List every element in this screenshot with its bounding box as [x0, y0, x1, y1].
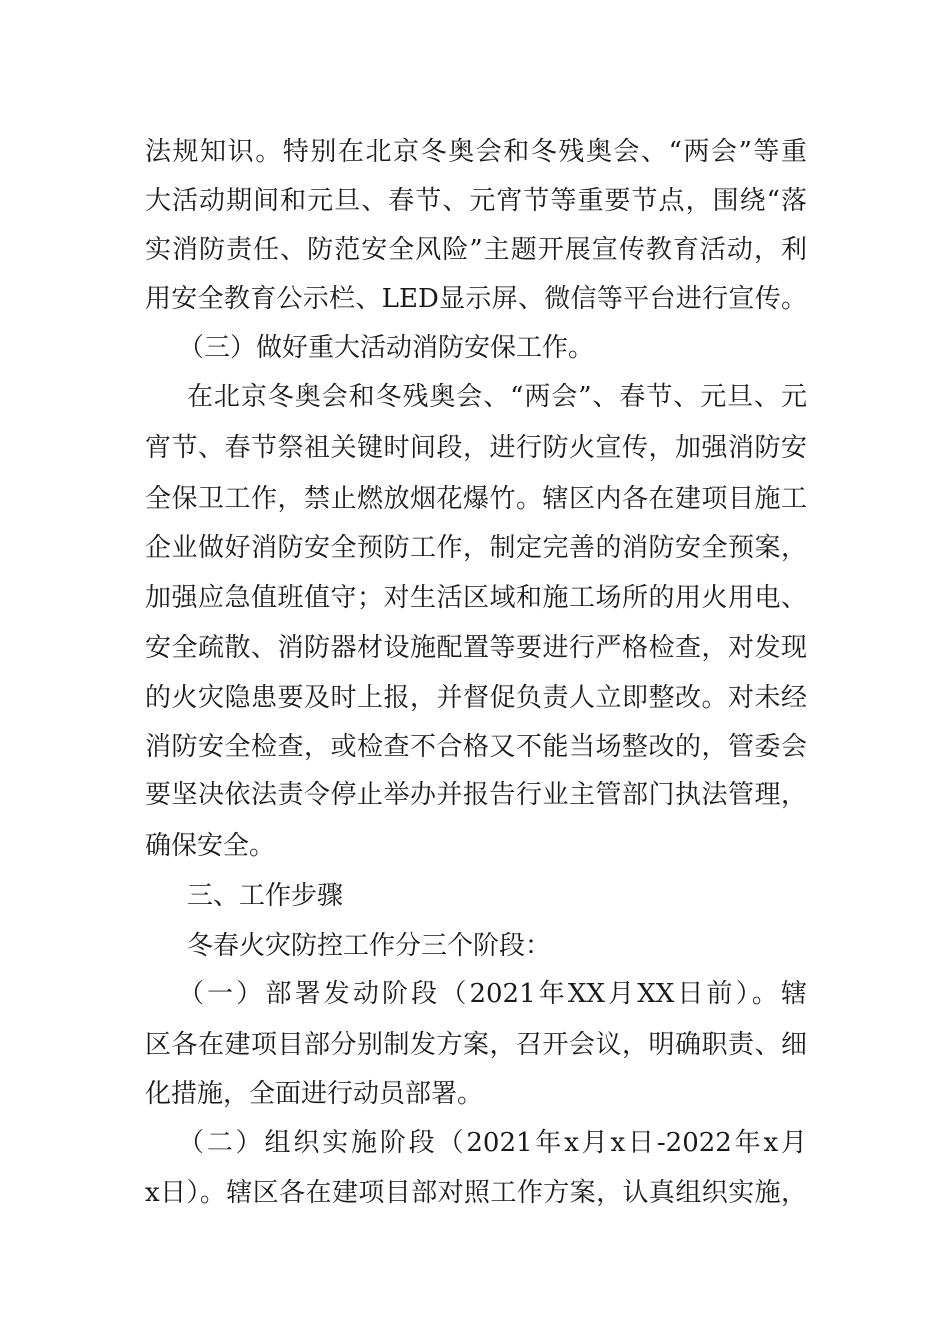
- paragraph-line: 在北京冬奥会和冬残奥会、“两会”、春节、元旦、元: [187, 382, 807, 412]
- paragraph-line: （一）部署发动阶段（2021年XX月XX日前）。辖: [178, 979, 807, 1009]
- paragraph-line: 消防安全检查，或检查不合格又不能当场整改的，管委会: [145, 732, 807, 762]
- paragraph-line: 的火灾隐患要及时上报，并督促负责人立即整改。对未经: [145, 683, 807, 713]
- paragraph-line: 全保卫工作，禁止燃放烟花爆竹。辖区内各在建项目施工: [145, 484, 807, 514]
- paragraph-line: 企业做好消防安全预防工作，制定完善的消防安全预案，: [145, 533, 807, 563]
- paragraph-line: 宵节、春节祭祖关键时间段，进行防火宣传，加强消防安: [145, 433, 807, 463]
- paragraph-line: 要坚决依法责令停止举办并报告行业主管部门执法管理，: [145, 780, 807, 810]
- paragraph-line: 法规知识。特别在北京冬奥会和冬残奥会、“两会”等重: [145, 137, 807, 167]
- paragraph-line: 确保安全。: [145, 831, 276, 861]
- paragraph-line: 实消防责任、防范安全风险”主题开展宣传教育活动，利: [145, 235, 807, 265]
- paragraph-line: 用安全教育公示栏、LED显示屏、微信等平台进行宣传。: [145, 284, 807, 314]
- paragraph-line: 安全疏散、消防器材设施配置等要进行严格检查，对发现: [145, 633, 807, 663]
- paragraph-line: 加强应急值班值守；对生活区域和施工场所的用火用电、: [145, 583, 807, 613]
- paragraph-line: x日）。辖区各在建项目部对照工作方案，认真组织实施，: [145, 1178, 807, 1208]
- paragraph-line: （二）组织实施阶段（2021年x月x日-2022年x月: [178, 1128, 807, 1158]
- paragraph-line: 区各在建项目部分别制发方案，召开会议，明确职责、细: [145, 1030, 807, 1060]
- paragraph-line: 化措施，全面进行动员部署。: [145, 1079, 484, 1109]
- paragraph-line: 大活动期间和元旦、春节、元宵节等重要节点，围绕“落: [145, 186, 807, 216]
- section-heading: （三）做好重大活动消防安保工作。: [178, 333, 595, 363]
- section-heading: 三、工作步骤: [187, 881, 344, 911]
- paragraph-line: 冬春火灾防控工作分三个阶段：: [187, 931, 552, 961]
